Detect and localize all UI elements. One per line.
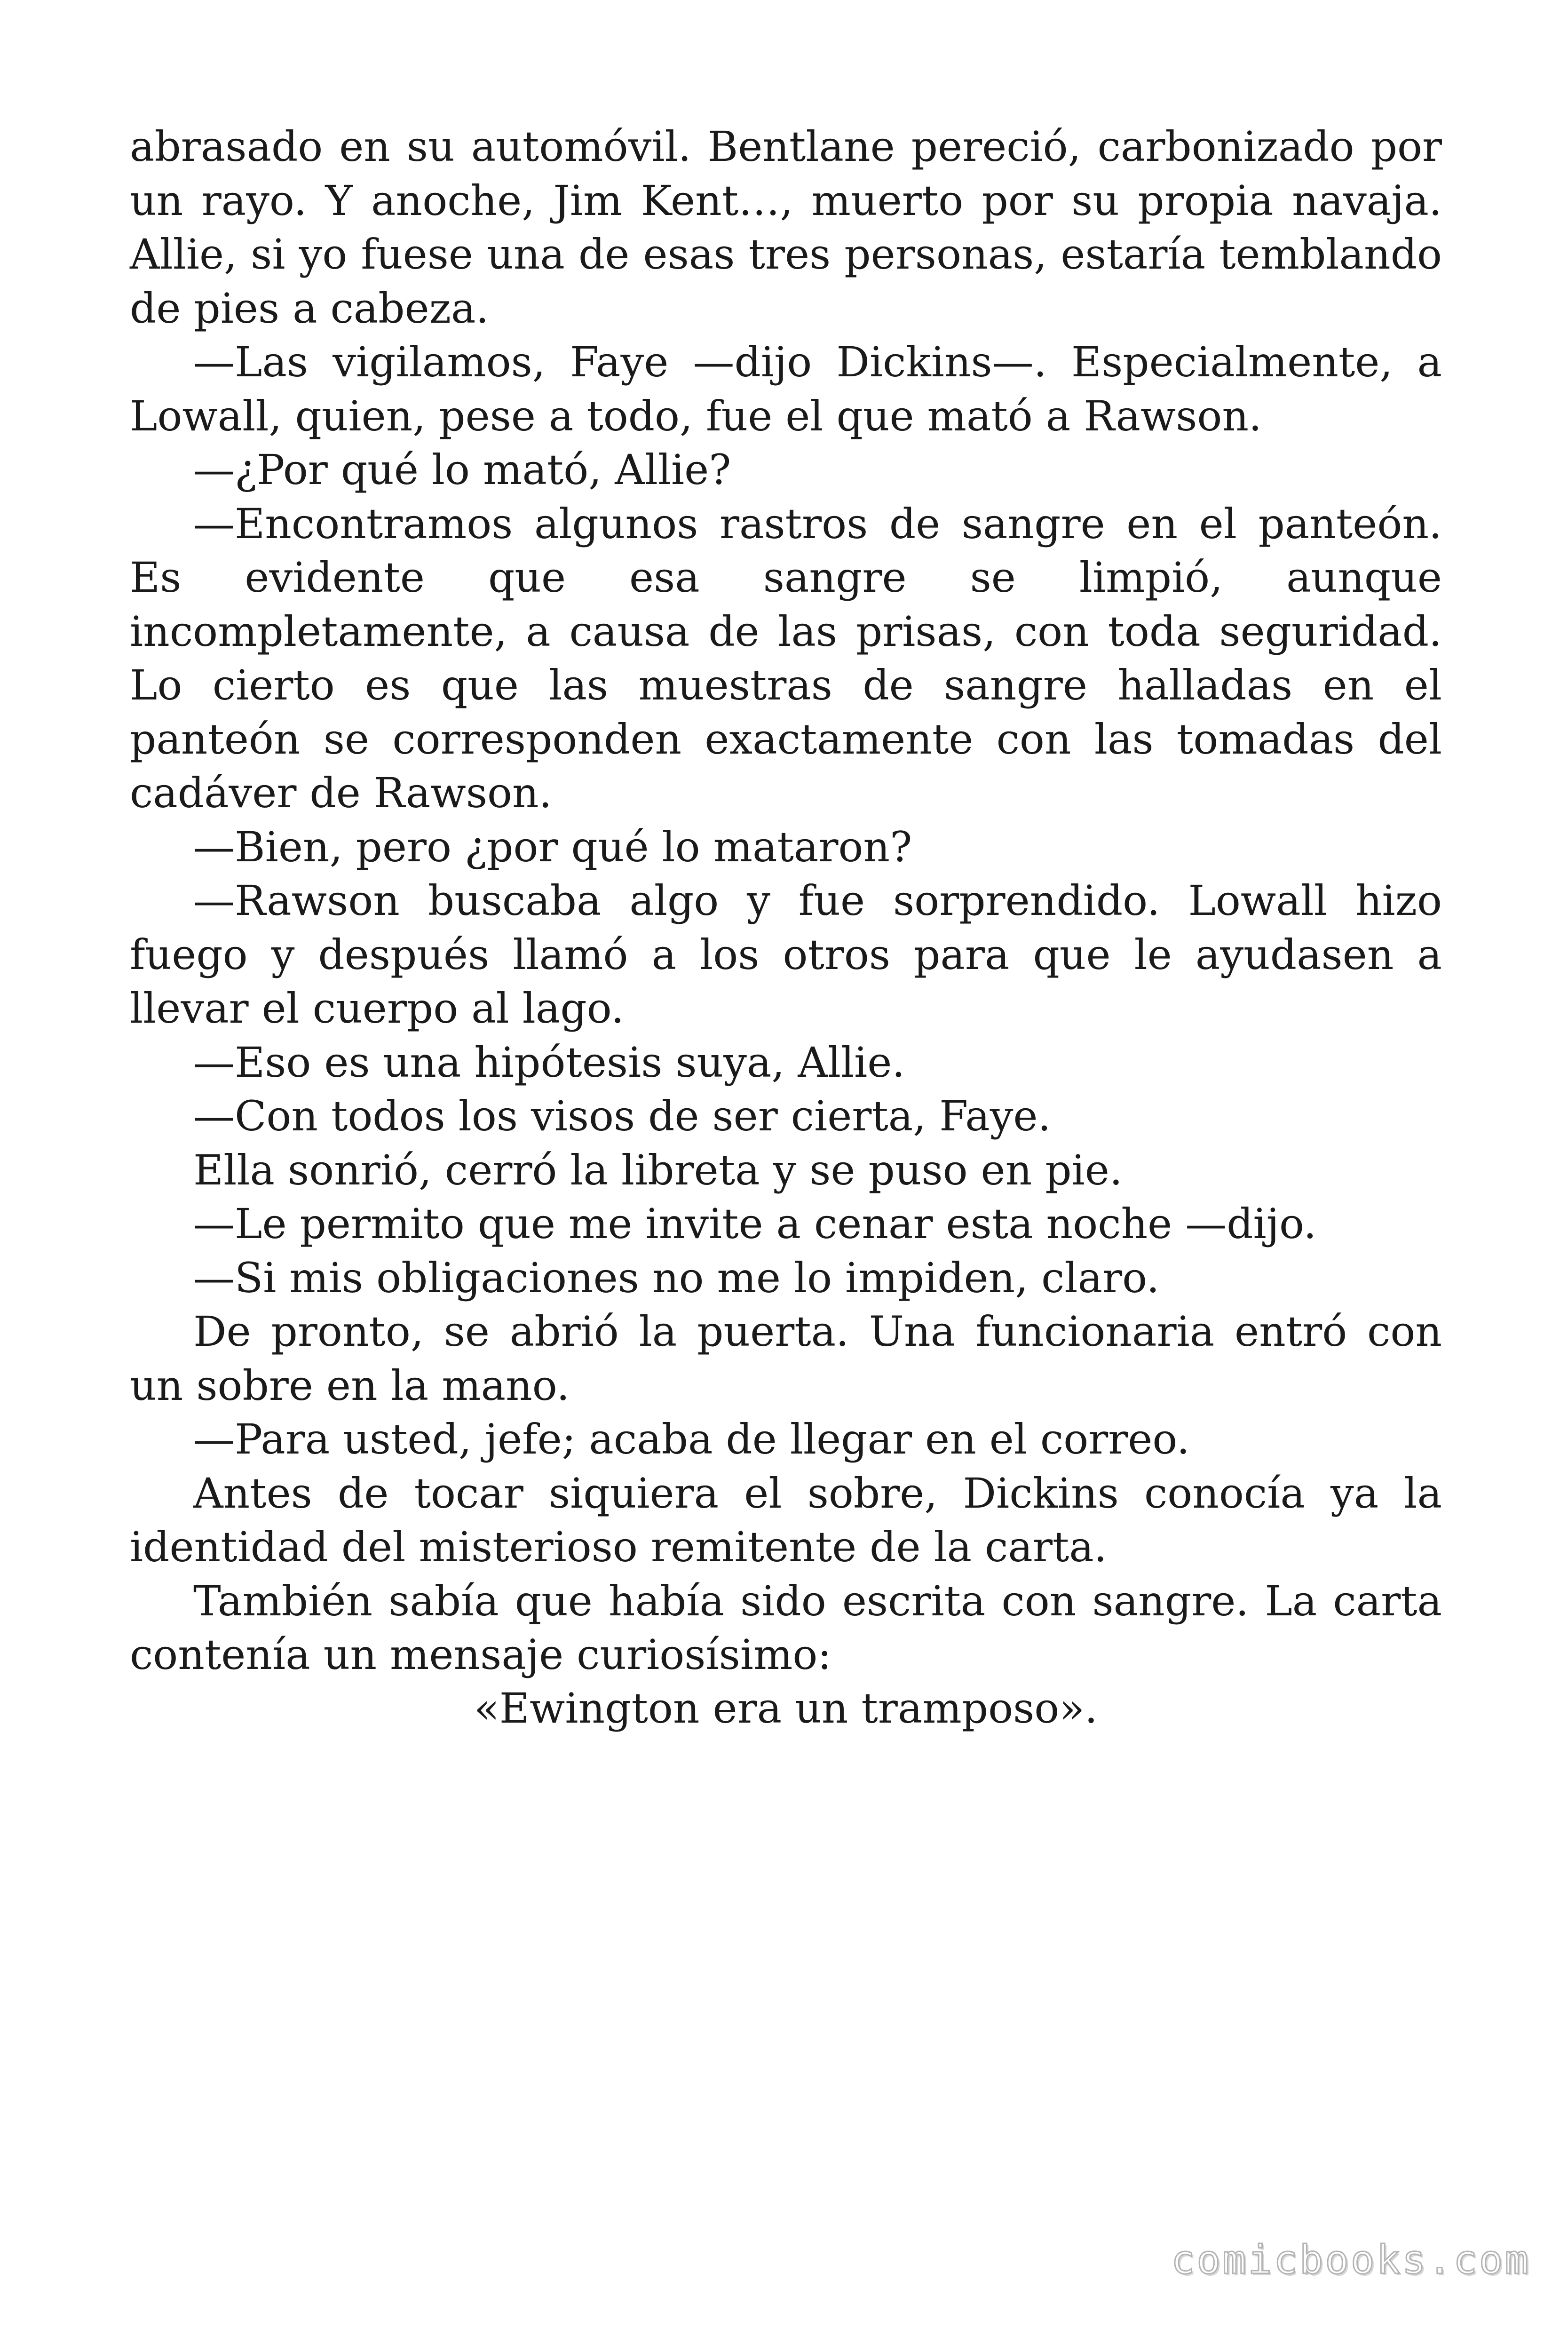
paragraph: —Si mis obligaciones no me lo impiden, claro. bbox=[193, 1253, 1160, 1302]
paragraph: Ella sonrió, cerró la libreta y se puso en pie. bbox=[193, 1145, 1123, 1194]
body-text bbox=[130, 120, 1442, 1682]
paragraph: —Para usted, jefe; acaba de llegar en el correo. bbox=[193, 1415, 1190, 1463]
paragraph: —Bien, pero ¿por qué lo mataron? bbox=[193, 822, 912, 871]
paragraph: abrasado en su automóvil. Bentlane pereció, carbonizado por un rayo. Y anoche, Jim Kent…, muerto por su propia navaja. Allie, si yo fuese una de esas tres personas, estaría temblando de pies a cabeza. bbox=[130, 122, 1442, 333]
watermark: comicbooks.com bbox=[1171, 2237, 1530, 2283]
paragraph: De pronto, se abrió la puerta. Una funcionaria entró con un sobre en la mano. bbox=[130, 1307, 1442, 1410]
paragraph: —¿Por qué lo mató, Allie? bbox=[193, 445, 731, 494]
paragraph: —Eso es una hipótesis suya, Allie. bbox=[193, 1038, 905, 1087]
paragraph: —Encontramos algunos rastros de sangre en el panteón. Es evidente que esa sangre se limpió, aunque incompletamente, a causa de las prisas, con toda seguridad. Lo cierto es que las muestras de sangre halladas en el panteón se corresponden exactamente con las tomadas del cadáver de Rawson. bbox=[130, 499, 1442, 817]
paragraph: —Con todos los visos de ser cierta, Faye. bbox=[193, 1092, 1051, 1140]
paragraph: Antes de tocar siquiera el sobre, Dickins conocía ya la identidad del misterioso remitente de la carta. bbox=[130, 1469, 1442, 1571]
paragraph: —Rawson buscaba algo y fue sorprendido. Lowall hizo fuego y después llamó a los otros para que le ayudasen a llevar el cuerpo al lago. bbox=[130, 876, 1442, 1033]
centered-quote: «Ewington era un tramposo». bbox=[474, 1684, 1098, 1732]
paragraph: —Las vigilamos, Faye —dijo Dickins—. Especialmente, a Lowall, quien, pese a todo, fue el que mató a Rawson. bbox=[130, 338, 1442, 440]
paragraph: También sabía que había sido escrita con sangre. La carta contenía un mensaje curiosísimo: bbox=[130, 1576, 1442, 1679]
paragraph: —Le permito que me invite a cenar esta noche —dijo. bbox=[193, 1200, 1317, 1248]
